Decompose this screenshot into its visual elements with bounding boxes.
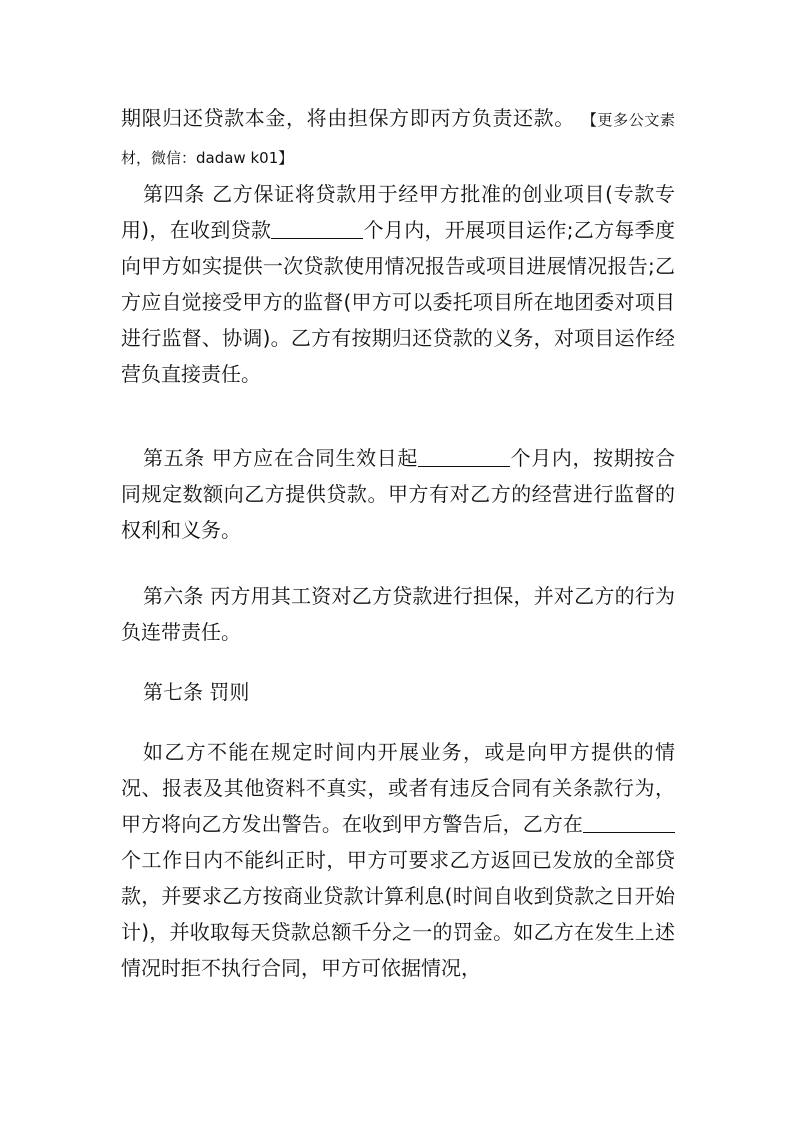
article-6-text: 第六条 丙方用其工资对乙方贷款进行担保，并对乙方的行为负连带责任。 (121, 584, 675, 644)
article-5-text-a: 第五条 甲方应在合同生效日起 (143, 446, 419, 470)
article-5 (121, 440, 675, 548)
fill-in-blank (418, 448, 510, 467)
article-4-text-b: 个月内，开展项目运作;乙方每季度向甲方如实提供一次贷款使用情况报告或项目进展情况报告;乙方应自觉接受甲方的监督(甲方可以委托项目所在地团委对项目进行监督、协调)。乙方有按期归还贷款的义务，对项目运作经营负直接责任。 (121, 218, 675, 386)
paragraph-text: 期限归还贷款本金，将由担保方即丙方负责还款。 (121, 106, 575, 130)
article-5-text-b: 个月内，按期按合同规定数额向乙方提供贷款。甲方有对乙方的经营进行监督的权利和义务。 (121, 446, 676, 542)
promo-note: 【更多公文素材，微信：dadaw k01】 (121, 111, 676, 167)
fill-in-blank (583, 814, 675, 833)
article-4 (121, 176, 675, 392)
article-7-body (121, 734, 675, 986)
paragraph-continuation (121, 100, 675, 176)
article-7-text-a: 如乙方不能在规定时间内开展业务，或是向甲方提供的情况、报表及其他资料不真实，或者有违反合同有关条款行为，甲方将向乙方发出警告。在收到甲方警告后，乙方在 (121, 740, 675, 836)
article-6 (121, 578, 675, 650)
article-7-text-b: 个工作日内不能纠正时，甲方可要求乙方返回已发放的全部贷款，并要求乙方按商业贷款计算利息(时间自收到贷款之日开始计)，并收取每天贷款总额千分之一的罚金。如乙方在发生上述情况时拒不执行合同，甲方可依据情况， (121, 848, 675, 980)
article-4-text-a: 第四条 乙方保证将贷款用于经甲方批准的创业项目(专款专用)，在收到贷款 (121, 182, 675, 242)
article-7-heading (121, 674, 675, 710)
article-7-title: 第七条 罚则 (143, 680, 250, 704)
fill-in-blank (271, 220, 363, 239)
